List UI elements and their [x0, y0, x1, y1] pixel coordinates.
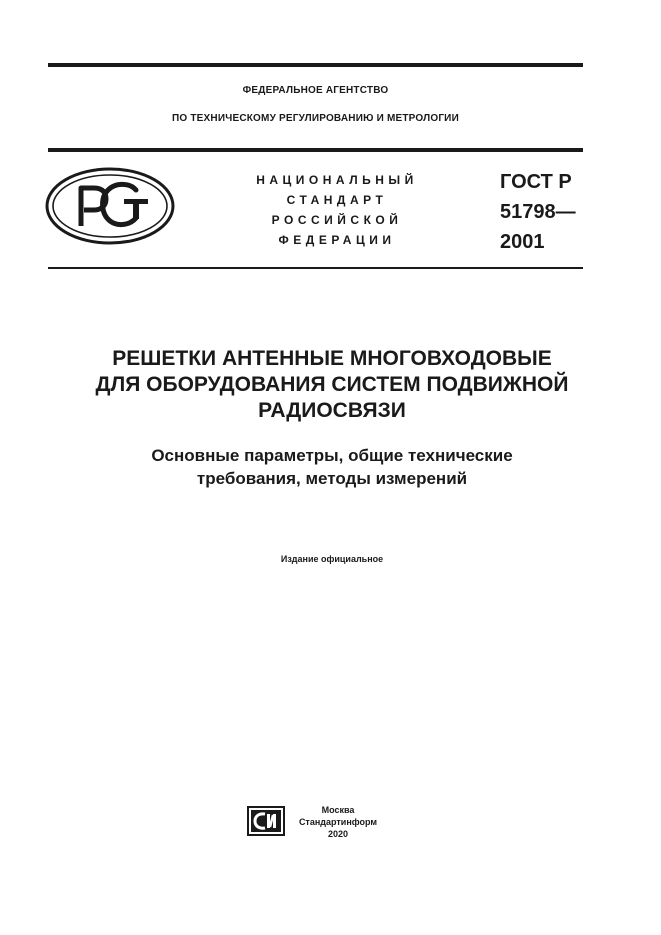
national-standard-line: ФЕДЕРАЦИИ	[278, 233, 396, 247]
document-subtitle	[48, 444, 616, 490]
agency-line-2: ПО ТЕХНИЧЕСКОМУ РЕГУЛИРОВАНИЮ И МЕТРОЛОГИИ	[172, 113, 459, 124]
national-standard-line: РОССИЙСКОЙ	[271, 213, 403, 227]
national-standard-block	[232, 170, 442, 250]
gost-r-emblem-icon	[44, 166, 176, 251]
designation-line: 2001	[500, 231, 545, 253]
title-line: ДЛЯ ОБОРУДОВАНИЯ СИСТЕМ ПОДВИЖНОЙ	[95, 373, 569, 396]
title-line: РАДИОСВЯЗИ	[258, 399, 406, 422]
title-line: РЕШЕТКИ АНТЕННЫЕ МНОГОВХОДОВЫЕ	[112, 347, 552, 370]
document-title	[48, 346, 616, 424]
header-rule	[48, 148, 583, 152]
edition-note: Издание официальное	[280, 554, 384, 564]
standard-designation	[500, 167, 576, 257]
subtitle-line: Основные параметры, общие технические	[151, 446, 513, 465]
designation-line: 51798—	[500, 201, 576, 223]
publisher-imprint	[290, 804, 386, 840]
subtitle-line: требования, методы измерений	[196, 469, 468, 488]
publisher-name: Стандартинформ	[298, 817, 378, 827]
designation-line: ГОСТ Р	[500, 171, 572, 193]
publisher-year: 2020	[327, 829, 349, 839]
national-standard-line: НАЦИОНАЛЬНЫЙ	[256, 173, 418, 187]
publisher-city: Москва	[321, 805, 355, 815]
publisher-logo-icon	[247, 806, 285, 841]
top-rule	[48, 63, 583, 67]
header-bottom-rule	[48, 267, 583, 269]
national-standard-line: СТАНДАРТ	[286, 193, 388, 207]
agency-line-1: ФЕДЕРАЛЬНОЕ АГЕНТСТВО	[242, 85, 389, 96]
